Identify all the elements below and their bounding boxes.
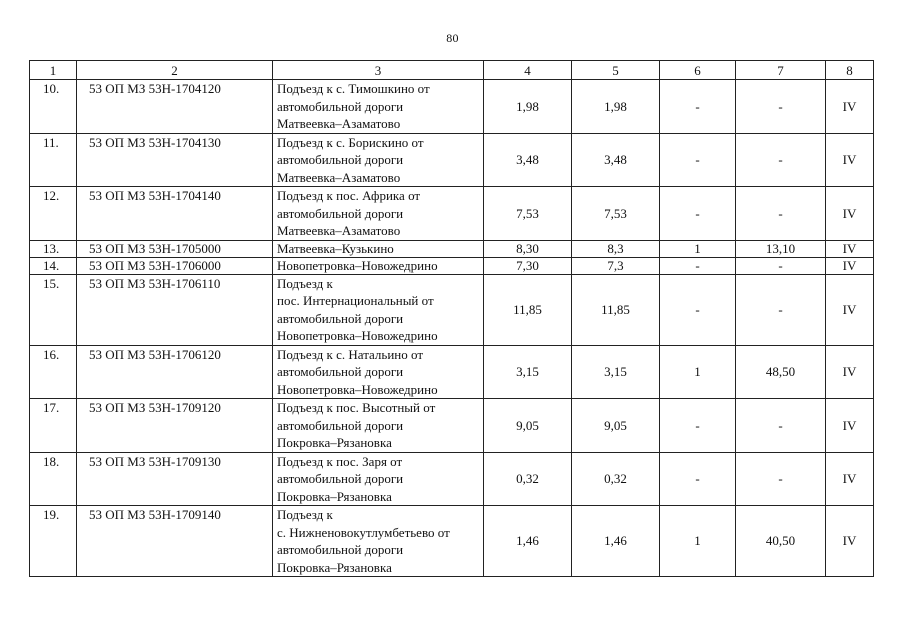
road-category-cell: IV: [826, 80, 874, 134]
row-number-cell: 17.: [30, 399, 77, 453]
roads-table: [29, 60, 874, 577]
road-code-cell: 53 ОП МЗ 53Н-1709120: [77, 399, 273, 453]
bridges-count-cell: -: [660, 399, 736, 453]
bridges-count-cell: 1: [660, 240, 736, 257]
road-name-line: автомобильной дороги: [277, 542, 404, 557]
road-code-cell: 53 ОП МЗ 53Н-1704140: [77, 187, 273, 241]
table-row: [30, 257, 874, 274]
table-row: [30, 80, 874, 134]
road-code-cell: 53 ОП МЗ 53Н-1709140: [77, 506, 273, 577]
road-name-cell: [273, 399, 484, 453]
road-code-cell: 53 ОП МЗ 53Н-1706000: [77, 257, 273, 274]
row-number-cell: 11.: [30, 133, 77, 187]
road-code-cell: 53 ОП МЗ 53Н-1709130: [77, 452, 273, 506]
length-total-cell: 1,98: [484, 80, 572, 134]
bridges-length-cell: -: [736, 257, 826, 274]
length-paved-cell: 7,3: [572, 257, 660, 274]
header-cell-4: 4: [484, 61, 572, 80]
row-number-cell: 14.: [30, 257, 77, 274]
road-code-cell: 53 ОП МЗ 53Н-1706120: [77, 345, 273, 399]
road-code-cell: 53 ОП МЗ 53Н-1705000: [77, 240, 273, 257]
road-category-cell: IV: [826, 187, 874, 241]
road-name-line: Покровка–Рязановка: [277, 488, 392, 504]
road-name-cell: [273, 345, 484, 399]
bridges-count-cell: -: [660, 452, 736, 506]
bridges-length-cell: 13,10: [736, 240, 826, 257]
length-total-cell: 11,85: [484, 274, 572, 345]
road-name-line: автомобильной дороги: [277, 364, 404, 379]
road-category-cell: IV: [826, 345, 874, 399]
length-paved-cell: 3,48: [572, 133, 660, 187]
length-total-cell: 3,15: [484, 345, 572, 399]
road-name-line: Подъезд к пос. Африка от: [277, 188, 421, 203]
bridges-length-cell: 48,50: [736, 345, 826, 399]
road-category-cell: IV: [826, 133, 874, 187]
bridges-length-cell: -: [736, 187, 826, 241]
road-name-line: автомобильной дороги: [277, 152, 404, 167]
bridges-count-cell: 1: [660, 345, 736, 399]
road-name-cell: [273, 506, 484, 577]
bridges-count-cell: -: [660, 133, 736, 187]
bridges-count-cell: -: [660, 274, 736, 345]
header-cell-8: 8: [826, 61, 874, 80]
table-header: [30, 61, 874, 80]
road-code-cell: 53 ОП МЗ 53Н-1704130: [77, 133, 273, 187]
length-total-cell: 3,48: [484, 133, 572, 187]
bridges-length-cell: -: [736, 274, 826, 345]
road-name-line: Новопетровка–Новожедрино: [277, 257, 438, 273]
road-name-line: Подъезд к с. Тимошкино от: [277, 81, 430, 96]
header-cell-7: 7: [736, 61, 826, 80]
table-row: [30, 187, 874, 241]
row-number-cell: 10.: [30, 80, 77, 134]
length-total-cell: 9,05: [484, 399, 572, 453]
bridges-length-cell: -: [736, 452, 826, 506]
road-name-cell: [273, 274, 484, 345]
road-name-line: с. Нижненовокутлумбетьево от: [277, 524, 450, 540]
bridges-length-cell: -: [736, 133, 826, 187]
road-name-line: автомобильной дороги: [277, 310, 404, 326]
length-paved-cell: 3,15: [572, 345, 660, 399]
table-row: [30, 274, 874, 345]
length-paved-cell: 11,85: [572, 274, 660, 345]
length-total-cell: 7,53: [484, 187, 572, 241]
road-name-line: Покровка–Рязановка: [277, 435, 392, 450]
road-name-line: Подъезд к: [277, 507, 333, 522]
bridges-count-cell: -: [660, 257, 736, 274]
header-cell-2: 2: [77, 61, 273, 80]
road-name-line: автомобильной дороги: [277, 205, 404, 221]
road-name-cell: [273, 80, 484, 134]
length-total-cell: 8,30: [484, 240, 572, 257]
length-paved-cell: 7,53: [572, 187, 660, 241]
table-row: [30, 399, 874, 453]
row-number-cell: 15.: [30, 274, 77, 345]
road-code-cell: 53 ОП МЗ 53Н-1704120: [77, 80, 273, 134]
row-number-cell: 18.: [30, 452, 77, 506]
header-row: [30, 61, 874, 80]
road-name-line: автомобильной дороги: [277, 417, 404, 433]
header-cell-3: 3: [273, 61, 484, 80]
road-code-cell: 53 ОП МЗ 53Н-1706110: [77, 274, 273, 345]
road-name-line: Новопетровка–Новожедрино: [277, 328, 438, 343]
bridges-count-cell: -: [660, 80, 736, 134]
road-category-cell: IV: [826, 452, 874, 506]
bridges-count-cell: -: [660, 187, 736, 241]
road-name-line: Подъезд к пос. Заря от: [277, 453, 403, 469]
bridges-length-cell: -: [736, 80, 826, 134]
road-name-line: Матвеевка–Кузькино: [277, 240, 394, 256]
row-number-cell: 16.: [30, 345, 77, 399]
page-number: 80: [446, 31, 459, 45]
road-name-line: Подъезд к пос. Высотный от: [277, 400, 436, 415]
road-name-line: Подъезд к с. Борискино от: [277, 134, 424, 150]
road-name-line: автомобильной дороги: [277, 471, 404, 486]
bridges-length-cell: 40,50: [736, 506, 826, 577]
header-cell-5: 5: [572, 61, 660, 80]
header-cell-6: 6: [660, 61, 736, 80]
road-name-line: автомобильной дороги: [277, 98, 404, 114]
length-paved-cell: 9,05: [572, 399, 660, 453]
road-category-cell: IV: [826, 399, 874, 453]
road-name-line: Подъезд к: [277, 275, 333, 291]
table-body: [30, 80, 874, 577]
length-total-cell: 7,30: [484, 257, 572, 274]
length-paved-cell: 1,98: [572, 80, 660, 134]
road-category-cell: IV: [826, 506, 874, 577]
road-name-line: Новопетровка–Новожедрино: [277, 381, 438, 397]
road-name-cell: [273, 452, 484, 506]
bridges-length-cell: -: [736, 399, 826, 453]
road-category-cell: IV: [826, 274, 874, 345]
row-number-cell: 19.: [30, 506, 77, 577]
road-name-line: пос. Интернациональный от: [277, 293, 434, 308]
table-row: [30, 345, 874, 399]
road-name-line: Подъезд к с. Натальино от: [277, 346, 424, 362]
length-paved-cell: 1,46: [572, 506, 660, 577]
header-cell-1: 1: [30, 61, 77, 80]
table-row: [30, 240, 874, 257]
length-paved-cell: 8,3: [572, 240, 660, 257]
road-name-cell: [273, 133, 484, 187]
length-paved-cell: 0,32: [572, 452, 660, 506]
table-row: [30, 506, 874, 577]
road-category-cell: IV: [826, 257, 874, 274]
road-name-line: Матвеевка–Азаматово: [277, 169, 401, 185]
table-row: [30, 452, 874, 506]
road-name-line: Матвеевка–Азаматово: [277, 116, 401, 131]
road-category-cell: IV: [826, 240, 874, 257]
table-row: [30, 133, 874, 187]
row-number-cell: 12.: [30, 187, 77, 241]
length-total-cell: 0,32: [484, 452, 572, 506]
road-name-cell: [273, 187, 484, 241]
road-name-cell: [273, 240, 484, 257]
road-name-line: Покровка–Рязановка: [277, 559, 392, 575]
bridges-count-cell: 1: [660, 506, 736, 577]
row-number-cell: 13.: [30, 240, 77, 257]
length-total-cell: 1,46: [484, 506, 572, 577]
road-name-line: Матвеевка–Азаматово: [277, 223, 401, 238]
road-name-cell: [273, 257, 484, 274]
